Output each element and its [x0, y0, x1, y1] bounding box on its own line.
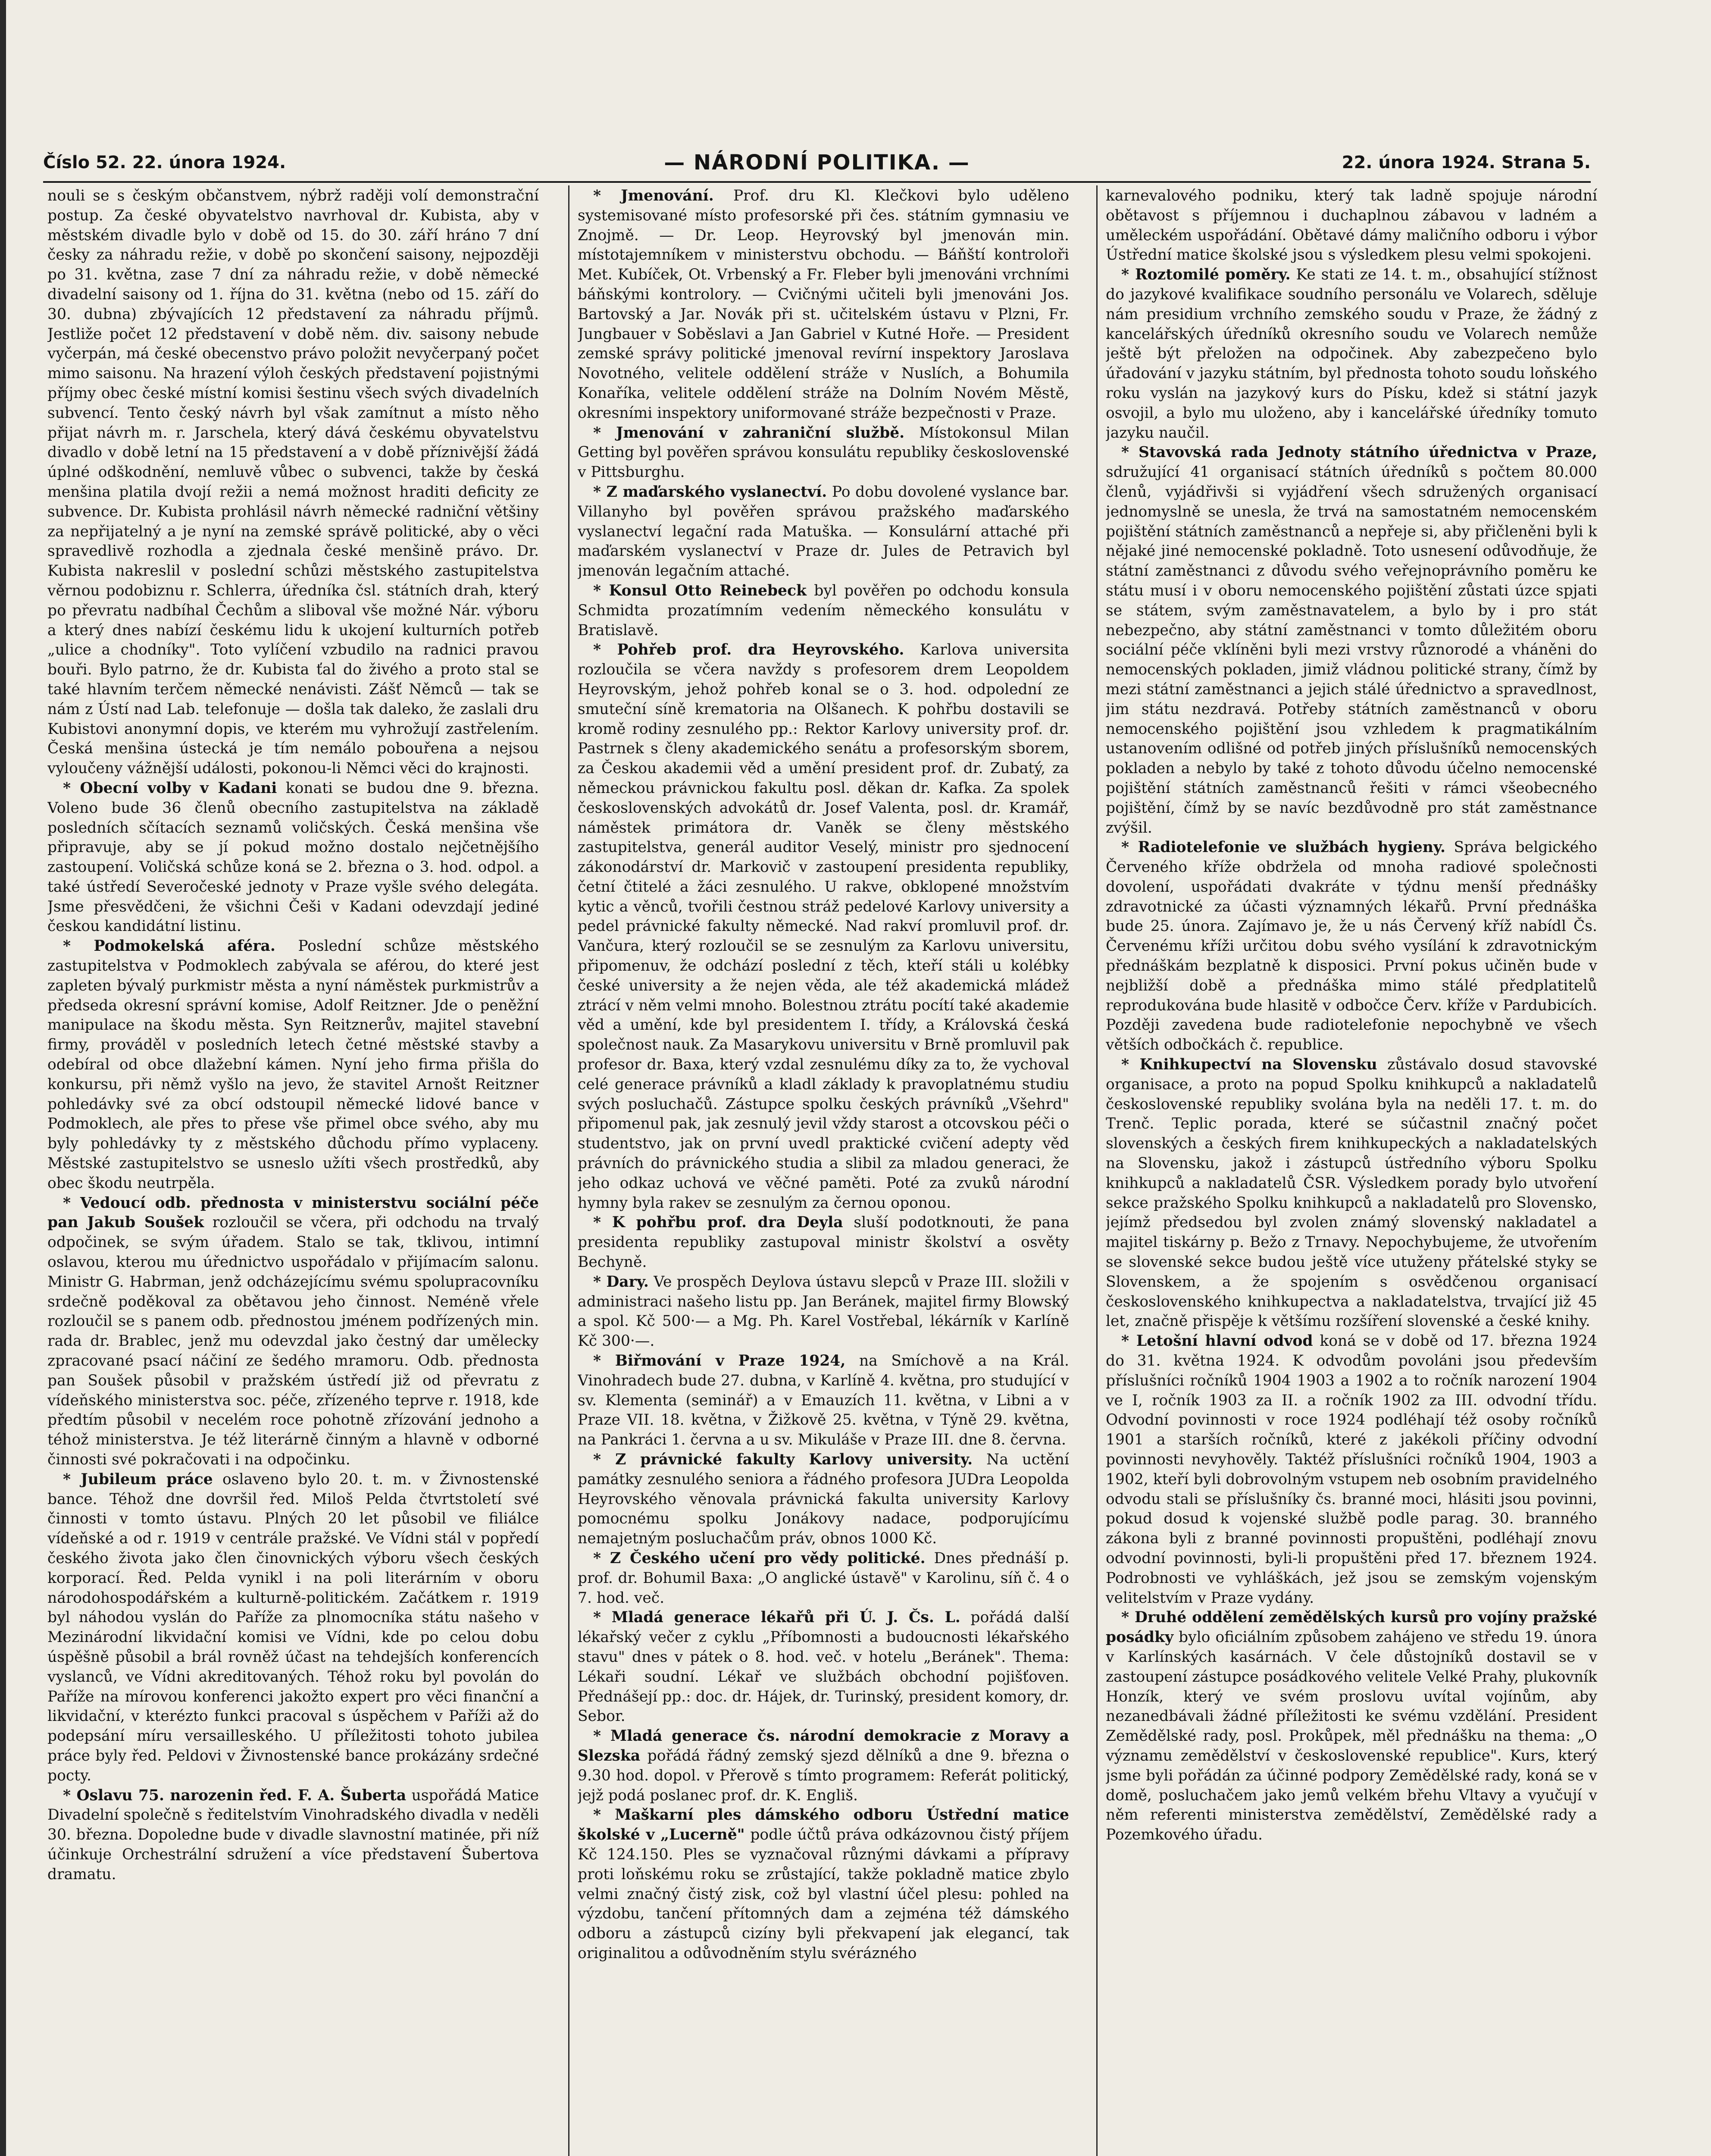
issue-info: Číslo 52. 22. února 1924.	[43, 153, 286, 172]
article-body: byl pověřen po odchodu konsula Schmidta prozatímním vedením německého konsulátu v Bratislavě.	[578, 582, 1069, 639]
article-body: pořádá další lékařský večer z cyklu „Příbomnosti a budoucnosti lékařského stavu" dnes v pátek o 8. hod. več. v hotelu „Beránek". Thema: Lékaři soudní. Lékař ve službách obchodní pojišťoven. Přednášejí pp.: doc. dr. Hájek, dr. Turinský, president komory, dr. Sebor.	[578, 1609, 1069, 1725]
article-body: Ke stati ze 14. t. m., obsahující stížnost do jazykové kvalifikace soudního personálu ve Volarech, sděluje nám presidium vrchního zemského soudu v Praze, že žádný z kancelářských úředníků okresního soudu ve Volarech nemůže ještě být přeložen na odpočinek. Aby zabezpečeno bylo úřadování v jazyku státním, byl přednosta tohoto soudu loňského roku vyslán na jazykový kurs do Písku, kdež si státní jazyk osvojil, a bylo mu uloženo, aby i kancelářské úředníky tomuto jazyku naučil.	[1106, 266, 1597, 442]
article-body: koná se v době od 17. března 1924 do 31. května 1924. K odvodům povoláni jsou především příslušníci ročníků 1904 1903 a 1902 a to ročník narození 1904 ve I, ročník 1903 za II. a ročník 1902 za III. odvodní třídu. Odvodní povinnosti v roce 1924 podléhají též osoby ročníků 1901 a starších ročníků, které z jakékoli příčiny odvodní povinnosti nevyhověly. Taktéž příslušníci ročníků 1904, 1903 a 1902, kteří byli dobrovolným vstupem neb osobním pravidelného odvodu stali se příslušníky čs. branné moci, hlásiti jsou povinni, pokud dosud k vojenské službě podle parag. 30. branného zákona byli z branné povinnosti propuštěni, podléhají znovu odvodní povinnosti, byli-li propuštěni před 17. březnem 1924. Podrobnosti ve vyhláškách, jež jsou se zemským vojenským velitelstvím v Praze vydány.	[1106, 1332, 1597, 1607]
article-body: Dnes přednáší p. prof. dr. Bohumil Baxa: „O anglické ústavě" v Karolinu, síň č. 4 o 7. hod. več.	[578, 1549, 1069, 1607]
article-body: podle účtů práva odkázovnou čistý příjem Kč 124.150. Ples se vyznačoval různými dávkami a přípravy proti loňskému roku se zrůstající, takže pokladně matice zbylo velmi značný čistý zisk, což byl vlastní účel plesu: pohled na výzdobu, tančení přítomných dam a zejména též dámského odboru a zástupců cizíny byli překvapení jak elegancí, tak originalitou a odůvodněním stylu svérázného	[578, 1826, 1069, 1962]
article-headline: * K pohřbu prof. dra Deyla	[593, 1214, 843, 1232]
column-2	[578, 186, 1069, 2156]
article-paragraph	[578, 1805, 1069, 1963]
article-body: Poslední schůze městského zastupitelstva v Podmoklech zabývala se aférou, do které jest zapleten bývalý purkmistr města a nyní náměstek purkmistrův a předseda okresní správní komise, Adolf Reitzner. Jde o peněžní manipulace na škodu města. Syn Reitznerův, majitel stavební firmy, prováděl v posledních letech četné městské stavby a odebíral od obce dlažební kámen. Nyní jeho firma přišla do konkursu, při němž vyšlo na jevo, že stavitel Arnošt Reitzner pohledávky své za obcí odstoupil německé lidové bance v Podmoklech, ale přes to přese vše přimel obce svého, aby mu byly pohledávky ty z městského důchodu přímo vyplaceny. Městské zastupitelstvo se usneslo užíti všech prostředků, aby obec škodu neutrpěla.	[47, 937, 539, 1192]
article-body: Ve prospěch Deylova ústavu slepců v Praze III. složili v administraci našeho listu pp. Jan Beránek, majitel firmy Blowský a spol. Kč 500·— a Mg. Ph. Karel Vostřebal, lékárník v Karlíně Kč 300·—.	[578, 1273, 1069, 1350]
article-headline: * Letošní hlavní odvod	[1121, 1332, 1313, 1350]
article-paragraph	[1106, 1055, 1597, 1332]
article-headline: * Druhé oddělení zemědělských kursů pro vojíny pražské posádky	[1106, 1609, 1597, 1646]
article-headline: * Mladá generace lékařů při Ú. J. Čs. L.	[593, 1609, 960, 1626]
article-body: Prof. dru Kl. Klečkovi bylo uděleno systemisované místo profesorské při čes. státním gymnasiu ve Znojmě. — Dr. Leop. Heyrovský byl jmenován min. místotajemníkem v ministerstvu obchodu. — Báňští kontroloři Met. Kubíček, Ot. Vrbenský a Fr. Fleber byli jmenováni vrchními báňskými kontrolory. — Cvičnými učiteli byli jmenováni Jos. Bartovský a Jar. Novák při st. učitelském ústavu v Plzni, Fr. Jungbauer v Soběslavi a Jan Gabriel v Kutné Hoře. — President zemské správy politické jmenoval revírní inspektory Jaroslava Novotného, velitele oddělení stráže v Nuslích, a Bohumila Konaříka, velitele oddělení stráže na Dolním Novém Městě, okresními inspektory uniformované stráže bezpečnosti v Praze.	[578, 187, 1069, 422]
article-body: karnevalového podniku, který tak ladně spojuje národní obětavost s příjemnou i duchaplnou zábavou v ladném a uměleckém uspořádání. Obětavé dámy maličního odboru i výbor Ústřední matice školské jsou s výsledkem plesu velmi spokojeni.	[1106, 187, 1597, 264]
article-paragraph	[1106, 1608, 1597, 1845]
article-paragraph	[1106, 186, 1597, 265]
date-page-info: 22. února 1924. Strana 5.	[1342, 153, 1591, 172]
article-paragraph	[1106, 838, 1597, 1055]
column-1	[47, 186, 539, 2156]
article-headline: * Oslavu 75. narozenin řed. F. A. Šuberta	[63, 1786, 407, 1804]
article-paragraph	[578, 1727, 1069, 1805]
article-headline: * Obecní volby v Kadani	[63, 779, 277, 797]
article-body: nouli se s českým občanstvem, nýbrž raději volí demonstrační postup. Za české obyvatelstvo navrhoval dr. Kubista, aby v městském divadle bylo v době od 15. do 30. září hráno 7 dní česky za náhradu režie, v době po skončení saisony, nejpozději po 31. května, zase 7 dní za náhradu režie, v době německé divadelní saisony od 1. října do 31. května (nebo od 15. září do 30. dubna) zbývajících 12 představení za náhradu příjmů. Jestliže počet 12 představení v době něm. div. saisony nebude vyčerpán, má české obecenstvo právo položit nevyčerpaný počet mimo saisonu. Na hrazení výloh českých představení pojistnými příjmy obec české místní komisi šestinu všech svých divadelních subvencí. Tento český návrh byl však zamítnut a místo něho přijat návrh m. r. Jarschela, který dává českému obyvatelstvu divadlo v době letní na 15 představení a v době příznivější žádá úplné odškodnění, nemluvě vůbec o subvenci, takže by česká menšina platila dvojí režii a nemá možnost hraditi deficity ze subvence. Dr. Kubista prohlásil návrh německé radniční většiny za nepřijatelný a je nyní na zemské správě politické, aby o věci spravedlivě rozhodla a zjednala české menšině právo. Dr. Kubista nakreslil v poslední schůzi městského zastupitelstva věrnou podobiznu r. Schlerra, úředníka čsl. státních drah, který po převratu nadbíhal Čechům a sliboval vše možné Nár. výboru a který dnes nabízí českému lidu k ukojení kulturních potřeb „ulice a chodníky". Toto vylíčení vzbudilo na radnici pravou bouři. Bylo patrno, že dr. Kubista ťal do živého a proto stal se také hlavním terčem německé nenávisti. Zášť Němců — tak se nám z Ústí nad Lab. telefonuje — došla tak daleko, že zaslali dru Kubistovi anonymní dopis, ve kterém mu vyhrožují zastřelením. Česká menšina ústecká je tím nemálo pobouřena a nejsou vyloučeny vážnější události, pokonou-li Němci věci do krajnosti.	[47, 187, 539, 777]
article-body: Po dobu dovolené vyslance bar. Villanyho byl pověřen správou pražského maďarského vyslanectví legační rada Matuška. — Konsulární attaché při maďarském vyslanectví v Praze dr. Jules de Petravich byl jmenován legačním attaché.	[578, 483, 1069, 580]
article-paragraph	[578, 1351, 1069, 1450]
column-divider	[1096, 185, 1098, 2156]
article-paragraph	[1106, 1332, 1597, 1608]
article-headline: * Pohřeb prof. dra Heyrovského.	[593, 641, 904, 659]
article-headline: * Podmokelská aféra.	[63, 937, 275, 955]
article-body: na Smíchově a na Král. Vinohradech bude 27. dubna, v Karlíně 4. května, pro studující v sv. Klementa (seminář) a v Emauzích 11. května, v Libni a v Praze VII. 18. května, v Žižkově 25. května, v Týně 29. května, na Pankráci 1. června a u sv. Mikuláše v Praze III. dne 8. června.	[578, 1352, 1069, 1449]
article-paragraph	[578, 1608, 1069, 1727]
article-paragraph	[47, 1194, 539, 1470]
article-headline: * Jmenování v zahraniční službě.	[593, 424, 905, 442]
article-headline: * Maškarní ples dámského odboru Ústřední matice školské v „Lucerně"	[578, 1806, 1069, 1844]
article-body: konati se budou dne 9. března. Voleno bude 36 členů obecního zastupitelstva na základě posledních sčítacích seznamů voličských. Česká menšina vše připravuje, aby se jí pokud možno dostalo nejčetnějšího zastoupení. Voličská schůze koná se 2. března o 3. hod. odpol. a také ústředí Severočeské jednoty v Praze vyšle svého delegáta. Jsme přesvědčeni, že všichni Češi v Kadani odevzdají jediné českou kandidátní listinu.	[47, 779, 539, 935]
article-paragraph	[578, 581, 1069, 640]
article-body: oslaveno bylo 20. t. m. v Živnostenské bance. Téhož dne dovršil řed. Miloš Pelda čtvrtstoletí své činnosti v tomto ústavu. Plných 20 let působil ve filiálce vídeňské a od r. 1919 v centrále pražské. Ve Vídni stál v popředí českého života jako člen činovnických výboru všech českých korporací. Řed. Pelda vynikl i na poli literárním v oboru národohospodářském a kulturně-politickém. Začátkem r. 1919 byl náhodou vyslán do Paříže za plnomocníka státu našeho v Mezinárodní likvidační komisi ve Vídni, kde po celou dobu úspěšně působil a brál rovněž účast na tehdejších konferencích vyslanců, ve Vídni akreditovaných. Téhož roku byl povolán do Paříže na mírovou konferenci jakožto expert pro věci finanční a likvidační, v kterézto funkci pracoval s úspěchem v Paříži až do podepsání míru versailleského. U příležitosti tohoto jubilea práce byly řed. Peldovi v Živnostenské bance prokázány srdečné pocty.	[47, 1470, 539, 1784]
article-body: bylo oficiálním způsobem zahájeno ve středu 19. února v Karlínských kasárnách. V čele důstojníků dostavil se v zastoupení zástupce posádkového velitele Velké Prahy, plukovník Honzík, který ve svém proslovu uvítal vojínům, aby nezanedbávali žádné příležitosti ke svému vzdělání. President Zemědělské rady, posl. Prokůpek, měl přednášku na thema: „O významu zemědělství v československé republice". Kurs, který jsme byli pořádán za účinné podpory Zemědělské rady, koná se v domě, posluchačem jako jemů velkém břehu Vltavy a vyučují v něm referenti ministerstva zemědělství, Zemědělské rady a Pozemkového úřadu.	[1106, 1629, 1597, 1844]
article-body: rozloučil se včera, při odchodu na trvalý odpočinek, se svým úřadem. Stalo se tak, tklivou, intimní oslavou, kterou mu úřednictvo uspořádalo v přijímacím salonu. Ministr G. Habrman, jenž odcházejícímu svému spolupracovníku srdečně poděkoval za obětavou jeho činnost. Neméně vřele rozloučil se s panem odb. přednostou jménem podřízených min. rada dr. Brablec, jenž mu odevzdal jako čestný dar umělecky zpracované psací náčiní ze šedého mramoru. Odb. přednosta pan Soušek působil v pražském ústředí již od převratu z vídeňského ministerstva soc. péče, zřízeného teprve r. 1918, kde předtím působil v necelém roce pohotně zřízování jednoho a téhož ministerstva. Je též literárně činným a hlavně v odborné činnosti své pokračovati i na odpočinku.	[47, 1214, 539, 1468]
article-headline: * Biřmování v Praze 1924,	[593, 1352, 846, 1370]
article-body: Na uctění památky zesnulého seniora a řádného profesora JUDra Leopolda Heyrovského věnovala právnická fakulta university Karlovy pomocnému spolku Jonákovy nadace, podporujícímu nemajetným posluchačům práv, obnos 1000 Kč.	[578, 1451, 1069, 1548]
header-rule	[43, 181, 1591, 183]
article-headline: * Mladá generace čs. národní demokracie z Moravy a Slezska	[578, 1727, 1069, 1764]
article-body: uspořádá Matice Divadelní společně s ředitelstvím Vinohradského divadla v neděli 30. března. Dopoledne bude v divadle slavnostní matinée, při níž účinkuje Orchestrální sdružení a více představení Šubertova dramatu.	[47, 1786, 539, 1883]
article-paragraph	[1106, 265, 1597, 443]
article-body: pořádá řádný zemský sjezd dělníků a dne 9. března o 9.30 hod. dopol. v Přerově s tímto programem: Referát politický, jejž podá poslanec prof. dr. K. Engliš.	[578, 1747, 1069, 1804]
article-headline: * Radiotelefonie ve službách hygieny.	[1121, 839, 1446, 856]
article-paragraph	[578, 423, 1069, 483]
article-paragraph	[578, 640, 1069, 1213]
column-divider	[568, 185, 569, 2156]
article-paragraph	[47, 1470, 539, 1786]
article-headline: * Knihkupectví na Slovensku	[1121, 1056, 1377, 1074]
article-headline: * Z právnické fakulty Karlovy university.	[593, 1451, 973, 1468]
article-body: sluší podotknouti, že pana presidenta republiky zastupoval ministr školství a osvěty Bechyně.	[578, 1214, 1069, 1271]
article-body: zůstávalo dosud stavovské organisace, a proto na popud Spolku knihkupců a nakladatelů československé republiky svolána byla na neděli 17. t. m. do Trenč. Teplic porada, které se súčastnil značný počet slovenských a českých firem knihkupeckých a nakladatelských na Slovensku, jakož i zástupců ústředního výboru Spolku knihkupců a nakladatelů ČSR. Výsledkem porady bylo utvoření sekce pražského Spolku knihkupců a nakladatelů pro Slovensko, jejímž předsedou byl zvolen známý slovenský nakladatel a majitel tiskárny p. Bežo z Trnavy. Nepochybujeme, že utvořením se slovenské sekce budou ještě více utuženy přátelské styky se Slovenskem, a že spojením s osvědčenou organisací československého knihkupectva a nakladatelstva, trvající již 45 let, značně přispěje k většímu rozšíření slovenské a české knihy.	[1106, 1056, 1597, 1330]
article-headline: * Z Českého učení pro vědy politické.	[593, 1549, 926, 1567]
article-headline: * Jmenování.	[593, 187, 714, 204]
article-headline: * Dary.	[593, 1273, 649, 1291]
article-paragraph	[578, 1272, 1069, 1351]
article-paragraph	[578, 483, 1069, 581]
article-paragraph	[578, 186, 1069, 423]
article-body: Místokonsul Milan Getting byl pověřen správou konsulátu republiky československé v Pittsburghu.	[578, 424, 1069, 481]
article-headline: * Roztomilé poměry.	[1121, 266, 1291, 284]
article-headline: * Vedoucí odb. přednosta v ministerstvu sociální péče pan Jakub Soušek	[47, 1194, 539, 1232]
article-body: Karlova universita rozloučila se včera navždy s profesorem drem Leopoldem Heyrovským, jehož pohřeb konal se o 3. hod. odpolední ze smuteční síně krematoria na Olšanech. K pohřbu dostavili se kromě rodiny zesnulého pp.: Rektor Karlovy university prof. dr. Pastrnek s členy akademického senátu a profesorským sborem, za Českou akademii věd a umění president prof. dr. Zubatý, za německou právnickou fakultu posl. děkan dr. Kafka. Za spolek československých advokátů dr. Josef Valenta, posl. dr. Kramář, náměstek primátora dr. Vaněk se členy městského zastupitelstva, generál auditor Veselý, ministr pro sjednocení zákonodárství dr. Markovič v zastoupení presidenta republiky, četní čtitelé a žáci zesnulého. U rakve, obklopené množstvím kytic a věnců, tvořili čestnou stráž pedelové Karlovy university a pedel právnické fakulty německé. Nad rakví promluvil prof. dr. Vančura, který rozloučil se se zesnulým za Karlovu universitu, připomenuv, že odchází poslední z těch, kteří stáli u kolébky české university a že nejen věda, ale též akademická mládež ztrácí v něm velmi mnoho. Bolestnou ztrátu pocítí také akademie věd a umění, kde byl presidentem I. třídy, a Královská česká společnost nauk. Za Masarykovu universitu v Brně promluvil pak profesor dr. Baxa, který vzdal zesnulému díky za to, že vychoval celé generace právníků a kladl základy k pravoplatnému studiu svých posluchačů. Zástupce spolku českých právníků „Všehrd" připomenul pak, jak zesnulý jevil vždy starost a otcovskou péči o studentstvo, jak on první uvedl praktické cvičení adepty věd právních do právnického studia a slibil za mladou generaci, že jeho odkaz uchová ve věčné paměti. Poté za zvuků národní hymny byla rakev se zesnulým za černou oponou.	[578, 641, 1069, 1212]
page-header	[43, 147, 1591, 178]
article-headline: * Jubileum práce	[63, 1470, 213, 1488]
article-paragraph	[47, 1786, 539, 1885]
article-body: sdružující 41 organisací státních úředníků s počtem 80.000 členů, vyjádřivši si vyjádření všech sdružených organisací jednomyslně se unesla, že trvá na samostatném nemocenském pojištění státních zaměstnanců a nepřeje si, aby přičleněni byli k nějaké jiné nemocenské pokladně. Toto usnesení odůvodňuje, že státní zaměstnanci z důvodu svého veřejnoprávního poměru ke státu musí i v oboru nemocenského pojištění zůstati úzce spjati se státem, svým zaměstnavatelem, a bylo by i pro stát nebezpečno, aby státní zaměstnanci v tomto důležitém oboru sociální péče vklíněni byli mezi vrstvy různorodé a vháněni do nemocenských pokladen, jimiž vládnou politické strany, čímž by mezi státní zaměstnanci a jejich stálé úřednictvo a spravedlnost, jim státu nezdravá. Potřeby státních zaměstnanců v oboru nemocenského pojištění jsou vzhledem k pragmatikálním ustanovením odlišné od potřeb jiných příslušníků nemocenských pokladen a nebylo by také z tohoto důvodu účelno nemocenské pojištění státních zaměstnanců řešiti v rámci všeobecného pojištění, čímž by se navíc bezdůvodně pro stát zaměstnance zvýšil.	[1106, 464, 1597, 837]
article-paragraph	[47, 186, 539, 779]
masthead-title: — NÁRODNÍ POLITIKA. —	[664, 150, 970, 175]
article-paragraph	[47, 779, 539, 937]
column-3	[1106, 186, 1597, 2156]
article-paragraph	[578, 1549, 1069, 1608]
article-paragraph	[1106, 443, 1597, 838]
article-headline: * Konsul Otto Reinebeck	[593, 582, 807, 599]
article-paragraph	[578, 1450, 1069, 1549]
article-body: Správa belgického Červeného kříže obdržela od mnoha radiové společnosti dovolení, uspořádati dvakráte v týdnu menší přednášky zdravotnické za účasti významných lékařů. První přednáška bude 25. února. Zajímavo je, že u nás Červený kříž nabídl Čs. Červenému kříži určitou dobu svého vysílání k zdravotnickým přednáškám bezplatně k disposici. První pokus učiněn bude v nejbližší době a přednáška mimo stálé předplatitelů reprodukována bude hlasitě v odbočce Červ. kříže v Pardubicích. Později zavedena bude radiotelefonie nepochybně ve všech větších odbočkách č. republice.	[1106, 839, 1597, 1054]
article-paragraph	[47, 937, 539, 1193]
article-headline: * Z maďarského vyslanectví.	[593, 483, 827, 501]
scan-edge-left	[0, 0, 6, 2156]
article-headline: * Stavovská rada Jednoty státního úřednictva v Praze,	[1121, 444, 1597, 461]
article-paragraph	[578, 1213, 1069, 1272]
